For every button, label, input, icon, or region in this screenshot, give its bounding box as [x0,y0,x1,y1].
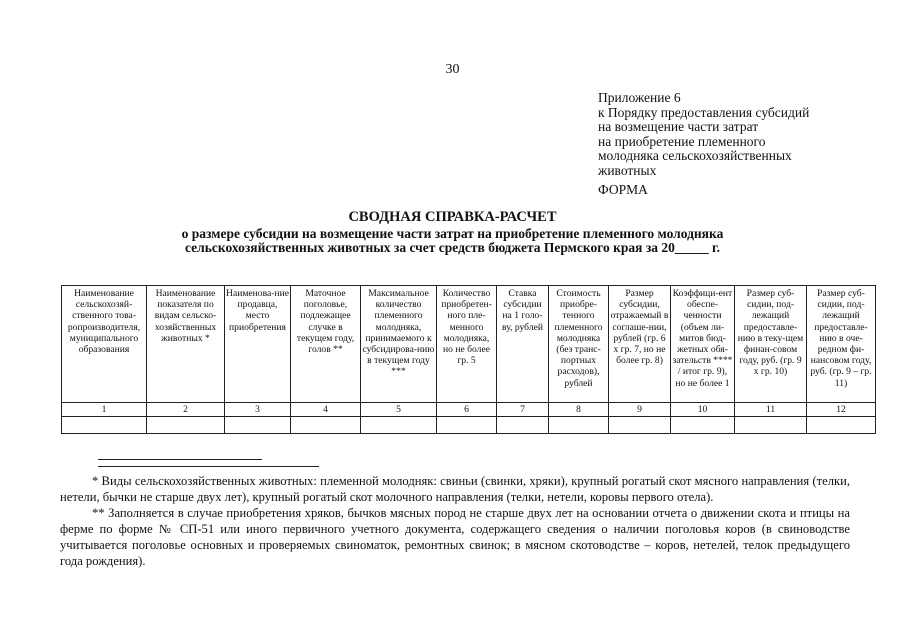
column-header: Наименование показателя по видам сельско-хозяйственных животных * [147,286,225,403]
document-title: СВОДНАЯ СПРАВКА-РАСЧЕТ [348,209,557,225]
column-header: Размер суб-сидии, под-лежащий предоставле-нию в теку-щем финан-совом году, руб. (гр. 9 х гр. 10) [735,286,807,403]
empty-cell [735,417,807,434]
footnote-1: * Виды сельскохозяйственных животных: племенной молодняк: свиньи (свинки, хряки), крупный рогатый скот мясного направления (телки, нетели, бычки не старше двух лет), крупный рогатый скот молочного направления (телки, нетели, коровы первого отела). [60,474,850,504]
footnote-2: ** Заполняется в случае приобретения хряков, бычков мясных пород не старше двух лет на основании отчета о движении скота и птицы на ферме по форме № СП-51 или иного первичного учетного документа, содержащего сведения о наличии поголовья коров (в свиноводстве учитывается поголовье основных и проверяемых свиноматок, ремонтных свинок; в мясном скотоводстве – коров, нетелей, телок предыдущего года рождения). [60,506,850,568]
appendix-line: Приложение 6 [598,90,681,105]
appendix-line: на возмещение части затрат [598,119,759,134]
header-row [62,286,876,403]
empty-data-row [62,417,876,434]
appendix-reference [598,91,809,178]
column-number: 8 [549,403,609,417]
form-label: ФОРМА [598,182,648,197]
page-number: 30 [445,62,460,77]
subtitle-line: о размере субсидии на возмещение части затрат на приобретение племенного молодняка [181,226,724,241]
column-number: 11 [735,403,807,417]
empty-cell [609,417,671,434]
column-number: 7 [497,403,549,417]
empty-cell [291,417,361,434]
empty-cell [437,417,497,434]
footnotes [60,473,850,569]
column-number: 4 [291,403,361,417]
summary-table [61,285,876,434]
appendix-line: молодняка сельскохозяйственных [598,148,792,163]
empty-cell [62,417,147,434]
column-header: Количество приобретен-ного пле-менного молодняка, но не более гр. 5 [437,286,497,403]
empty-cell [671,417,735,434]
subtitle-line: сельскохозяйственных животных за счет средств бюджета Пермского края за 20_____ г. [185,240,720,255]
column-number: 12 [807,403,876,417]
footnote-separator [98,459,262,460]
empty-cell [225,417,291,434]
column-header: Наименова-ние продавца, место приобретения [225,286,291,403]
column-number: 6 [437,403,497,417]
column-number: 2 [147,403,225,417]
empty-cell [807,417,876,434]
column-number: 9 [609,403,671,417]
appendix-line: на приобретение племенного [598,133,766,149]
column-header: Наименование сельскохозяй-ственного това-ропроизводителя, муниципального образования [62,286,147,403]
empty-cell [147,417,225,434]
appendix-line: животных [598,162,657,178]
empty-cell [361,417,437,434]
column-number: 5 [361,403,437,417]
column-number-row [62,403,876,417]
footnote-separator [98,466,319,467]
column-header: Ставка субсидии на 1 голо-ву, рублей [497,286,549,403]
column-number: 3 [225,403,291,417]
empty-cell [497,417,549,434]
appendix-line: к Порядку предоставления субсидий [598,104,810,120]
column-header: Максимальное количество племенного молодняка, принимаемого к субсидирова-нию в текущем году *** [361,286,437,403]
column-header: Размер суб-сидии, под-лежащий предоставле-нию в оче-редном фи-нансовом году, руб. (гр. 9 – гр. 11) [807,286,876,403]
column-number: 1 [62,403,147,417]
column-header: Маточное поголовье, подлежащее случке в текущем году, голов ** [291,286,361,403]
empty-cell [549,417,609,434]
column-header: Размер субсидии, отражаемый в соглаше-нии, рублей (гр. 6 х гр. 7, но не более гр. 8) [609,286,671,403]
document-subtitle [0,227,905,255]
column-header: Стоимость приобре-тенного племенного молодняка (без транс-портных расходов), рублей [549,286,609,403]
column-number: 10 [671,403,735,417]
column-header: Коэффици-ент обеспе-ченности (объем ли-митов бюд-жетных обя-зательств **** / итог гр. 9), но не более 1 [671,286,735,403]
